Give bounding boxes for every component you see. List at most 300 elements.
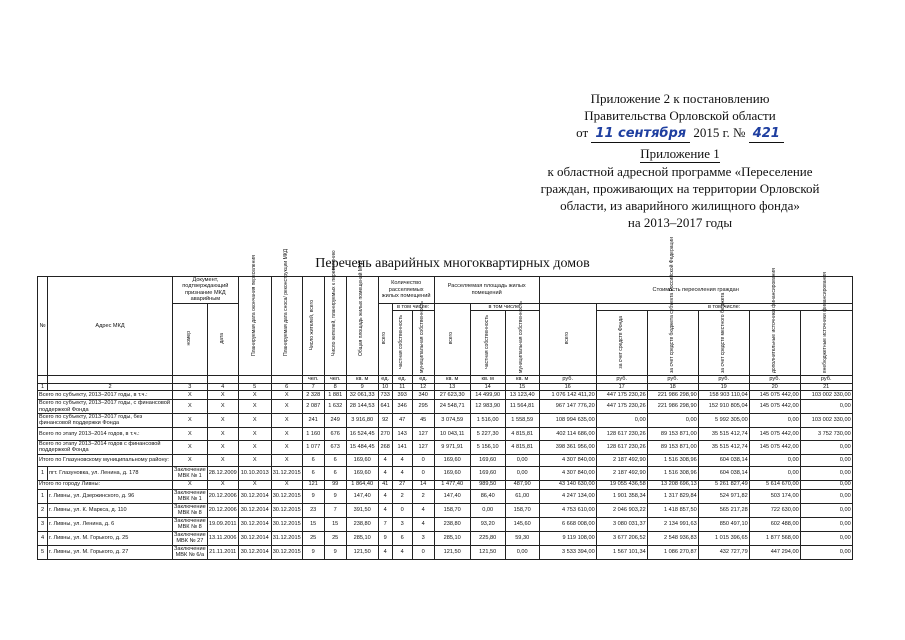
row-label: Итого по Глазуновскому муниципальному району: [38, 454, 173, 466]
row-value: 447 175 230,26 [596, 400, 647, 414]
row-number: 1 [38, 489, 48, 503]
row-value: 16 524,45 [346, 427, 378, 440]
row-value: X [271, 440, 302, 454]
row-value: 30.12.2015 [271, 489, 302, 503]
row-number: 5 [38, 545, 48, 559]
row-value: 0 [412, 545, 434, 559]
row-value: 1 160 [302, 427, 324, 440]
header-cost: Стоимость переселения граждан [539, 277, 852, 304]
program-line-3: области, из аварийного жилищного фонда» [560, 198, 800, 213]
header-cost-all: всего [563, 332, 570, 345]
row-value: 43 140 630,00 [539, 480, 596, 489]
row-value: 3 [412, 531, 434, 545]
row-value: 9 119 108,00 [539, 531, 596, 545]
row-value: 4 [392, 466, 412, 480]
row-value: 6 [324, 466, 346, 480]
column-number-row-cell: 3 [173, 383, 208, 390]
date-prefix: от [576, 125, 589, 140]
row-value: 3 916,80 [346, 414, 378, 428]
header-residents: Число жителей, всего [309, 299, 316, 351]
row-value: 7 [378, 517, 392, 531]
date-line [520, 124, 840, 143]
row-label: Всего по этапу 2013–2014 годов, в т.ч.: [38, 427, 173, 440]
row-value: 145 075 442,00 [749, 440, 800, 454]
row-address: г. Ливны, ул. М. Горького, д. 25 [48, 531, 173, 545]
row-number: 1 [38, 466, 48, 480]
units-row-cell [38, 376, 48, 383]
row-value: 0 [392, 503, 412, 517]
row-value: 1 567 101,34 [596, 545, 647, 559]
units-row-cell: руб. [800, 376, 852, 383]
row-value: 4 753 610,00 [539, 503, 596, 517]
row-address: г. Ливны, ул. Ленина, д. 6 [48, 517, 173, 531]
row-value: 141 [392, 440, 412, 454]
row-value: 0,00 [596, 414, 647, 428]
row-value: 1 077 [302, 440, 324, 454]
column-number-row-cell: 11 [392, 383, 412, 390]
row-value: 3 080 031,37 [596, 517, 647, 531]
row-value: 12 983,90 [470, 400, 505, 414]
row-value: X [173, 391, 208, 400]
units-row-cell: кв. м [346, 376, 378, 383]
row-value: 30.12.2014 [238, 517, 271, 531]
row-value: 11 564,81 [505, 400, 539, 414]
row-value: 2 [412, 489, 434, 503]
government-line: Правительства Орловской области [584, 108, 776, 123]
column-number-row-cell: 6 [271, 383, 302, 390]
row-value: X [271, 391, 302, 400]
row-value: 25 [302, 531, 324, 545]
header-area-private: частная собственность [483, 315, 490, 369]
row-value: 850 497,10 [698, 517, 749, 531]
column-number-row-cell: 4 [207, 383, 238, 390]
row-value: 967 147 776,20 [539, 400, 596, 414]
row-number: 2 [38, 503, 48, 517]
row-value: 238,80 [434, 517, 470, 531]
row-value: X [238, 440, 271, 454]
row-value: X [207, 391, 238, 400]
row-value: 30.12.2014 [238, 503, 271, 517]
row-value: 23 [302, 503, 324, 517]
row-value: 249 [324, 414, 346, 428]
row-value: 722 630,00 [749, 503, 800, 517]
units-row-cell: ед. [378, 376, 392, 383]
row-value: 158 903 110,04 [698, 391, 749, 400]
row-value: 1 516,00 [470, 414, 505, 428]
row-value: 31.12.2015 [271, 531, 302, 545]
row-value: 127 [412, 427, 434, 440]
header-address: Адрес МКД [48, 277, 173, 376]
units-row-cell [207, 376, 238, 383]
row-value: 89 153 871,00 [647, 427, 698, 440]
row-value: 524 971,82 [698, 489, 749, 503]
row-value: Заключение МВК № 8 [174, 517, 206, 530]
page-title: Перечень аварийных многоквартирных домов [315, 256, 590, 271]
row-value: 145 075 442,00 [749, 400, 800, 414]
row-value: 41 [378, 480, 392, 489]
row-value: 35 515 412,74 [698, 427, 749, 440]
column-number-row-cell: 5 [238, 383, 271, 390]
row-value: 673 [324, 440, 346, 454]
row-value: 30.12.2015 [271, 517, 302, 531]
row-value: X [207, 414, 238, 428]
header-count-incl: в том числе: [392, 303, 434, 310]
program-line-1: к областной адресной программе «Переселение [547, 164, 813, 179]
column-number-row-cell: 1 [38, 383, 48, 390]
row-value: 92 [378, 414, 392, 428]
row-value: 99 [324, 480, 346, 489]
header-count-private: частная собственность [398, 315, 405, 369]
row-value: X [207, 440, 238, 454]
row-value: 4 [412, 503, 434, 517]
row-label: Всего по этапу 2013–2014 годов с финансовой поддержкой Фонда [38, 440, 173, 454]
row-value: 989,50 [470, 480, 505, 489]
row-value: 4 [378, 545, 392, 559]
row-value: X [271, 414, 302, 428]
row-value: 21.11.2011 [207, 545, 238, 559]
table-row [38, 489, 853, 503]
row-value: 0,00 [800, 489, 852, 503]
row-value: 0,00 [800, 503, 852, 517]
units-row-cell: кв. м [505, 376, 539, 383]
row-value: 0,00 [800, 466, 852, 480]
row-value: Заключение МВК № 6/а [174, 545, 206, 558]
row-value: 4 815,81 [505, 440, 539, 454]
row-value: 35 515 412,74 [698, 440, 749, 454]
row-value: 0,00 [505, 545, 539, 559]
row-value: 169,60 [470, 466, 505, 480]
row-address: г. Ливны, ул. Дзержинского, д. 96 [48, 489, 173, 503]
row-value: 20.12.2006 [207, 489, 238, 503]
row-value: 9 971,91 [434, 440, 470, 454]
row-value: 59,30 [505, 531, 539, 545]
column-number-row-cell: 13 [434, 383, 470, 390]
row-value: 285,10 [434, 531, 470, 545]
table-row [38, 400, 853, 414]
row-value: 9 [324, 489, 346, 503]
row-value: 2 046 903,22 [596, 503, 647, 517]
row-value: 346 [392, 400, 412, 414]
row-value: 27 [392, 480, 412, 489]
row-value: 6 [302, 466, 324, 480]
header-cost-region: за счет средств бюджета субъекта Российской Федерации [668, 237, 675, 374]
header-residents-planned: Число жителей, планируемых к переселению [331, 250, 338, 357]
table-row [38, 531, 853, 545]
row-value: 103 002 330,00 [800, 414, 852, 428]
row-value: Заключение МВК № 27 [174, 531, 206, 544]
units-row-cell: ед. [392, 376, 412, 383]
row-value: 565 217,28 [698, 503, 749, 517]
row-value: 0,00 [505, 454, 539, 466]
row-value: 14 499,90 [470, 391, 505, 400]
row-value: 3 752 730,00 [800, 427, 852, 440]
row-value: 733 [378, 391, 392, 400]
row-value: X [173, 414, 208, 428]
row-value: X [238, 391, 271, 400]
row-value: 602 488,00 [749, 517, 800, 531]
row-value: 15 [324, 517, 346, 531]
row-value: 1 558,59 [505, 414, 539, 428]
row-value: 5 261 827,49 [698, 480, 749, 489]
row-value: 9 [378, 531, 392, 545]
column-number-row [38, 383, 853, 390]
program-line-2: граждан, проживающих на территории Орловской [540, 181, 820, 196]
units-row-cell: кв. м [470, 376, 505, 383]
row-value: 285,10 [346, 531, 378, 545]
row-label: Всего по субъекту, 2013–2017 годы, с финансовой поддержкой Фонда [38, 400, 173, 414]
row-value: 0,00 [470, 503, 505, 517]
header-count-all: всего [381, 332, 388, 345]
row-value: X [207, 454, 238, 466]
row-value: 4 307 840,00 [539, 454, 596, 466]
column-number-row-cell: 19 [698, 383, 749, 390]
row-value: 5 227,30 [470, 427, 505, 440]
column-number-row-cell: 14 [470, 383, 505, 390]
row-value: 402 114 686,00 [539, 427, 596, 440]
row-label: Всего по субъекту, 2013–2017 годы, без финансовой поддержки Фонда [38, 414, 173, 428]
row-value: 143 [392, 427, 412, 440]
row-value: X [173, 427, 208, 440]
row-value: 6 [302, 454, 324, 466]
row-value: 61,00 [505, 489, 539, 503]
row-value: 2 187 492,90 [596, 454, 647, 466]
row-number: 3 [38, 517, 48, 531]
appendix2-line: Приложение 2 к постановлению [590, 91, 770, 106]
header-plan-date: Планируемая дата окончания переселения [250, 255, 257, 357]
row-label: Всего по субъекту, 2013–2017 годы, в т.ч.: [38, 391, 173, 400]
row-value: 158,70 [434, 503, 470, 517]
row-value: 145 075 442,00 [749, 391, 800, 400]
row-value: 3 677 206,52 [596, 531, 647, 545]
row-value: 3 533 394,00 [539, 545, 596, 559]
row-value: 4 [378, 489, 392, 503]
row-value: 152 910 805,04 [698, 400, 749, 414]
header-cost-extra: дополнительные источники финансирования [770, 268, 777, 374]
row-value: 145,60 [505, 517, 539, 531]
row-value: 121,50 [434, 545, 470, 559]
row-value: 2 328 [302, 391, 324, 400]
header-document: Документ, подтверждающий признание МКД аварийным [173, 277, 239, 304]
units-row-cell [238, 376, 271, 383]
date-year: 2015 г. № [693, 125, 746, 140]
row-value: 45 [412, 414, 434, 428]
header-count: Количество расселяемых жилых помещений [378, 277, 434, 304]
column-number-row-cell: 18 [647, 383, 698, 390]
table-row [38, 466, 853, 480]
row-value: 169,60 [346, 466, 378, 480]
header-area-municipal: муниципальная собственность [518, 301, 525, 374]
row-value: 103 002 330,00 [800, 391, 852, 400]
header-doc-date: дата [218, 333, 225, 344]
table-row [38, 414, 853, 428]
row-value: X [207, 480, 238, 489]
header-cost-nonbudget: внебюджетные источники финансирования [822, 272, 829, 374]
row-address: г. Ливны, ул. М. Горького, д. 27 [48, 545, 173, 559]
row-value: 30.12.2015 [271, 545, 302, 559]
row-value: X [238, 400, 271, 414]
row-value: 238,80 [346, 517, 378, 531]
column-number-row-cell: 21 [800, 383, 852, 390]
row-value: 393 [392, 391, 412, 400]
row-value: X [238, 480, 271, 489]
units-row-cell: ед. [412, 376, 434, 383]
row-value: 13.11.2006 [207, 531, 238, 545]
row-value: 2 134 991,63 [647, 517, 698, 531]
row-value: 221 986 298,90 [647, 391, 698, 400]
row-value: X [173, 480, 208, 489]
row-value: 30.12.2015 [271, 503, 302, 517]
table-row [38, 427, 853, 440]
row-value: 15 [302, 517, 324, 531]
row-value: 5 992 305,00 [698, 414, 749, 428]
row-value: 0,00 [800, 400, 852, 414]
row-value: 503 174,00 [749, 489, 800, 503]
header-demolition-date: Планируемая дата сноса/ реконструкции МКД [282, 248, 289, 357]
row-value: 1 901 358,34 [596, 489, 647, 503]
row-value: 0 [412, 466, 434, 480]
row-value: 127 [412, 440, 434, 454]
row-value: 241 [302, 414, 324, 428]
column-number-row-cell: 17 [596, 383, 647, 390]
row-value: 145 075 442,00 [749, 427, 800, 440]
table-row [38, 480, 853, 489]
row-value: 1 477,40 [434, 480, 470, 489]
units-row-cell: руб. [698, 376, 749, 383]
row-value: 7 [324, 503, 346, 517]
column-number-row-cell: 16 [539, 383, 596, 390]
row-value: 0,00 [800, 517, 852, 531]
row-value: 295 [412, 400, 434, 414]
row-value: 30.12.2014 [238, 531, 271, 545]
row-value: 30.12.2014 [238, 545, 271, 559]
row-value: 270 [378, 427, 392, 440]
row-value: X [271, 427, 302, 440]
row-value: 4 [378, 503, 392, 517]
handwritten-date: 11 сентября [591, 125, 690, 143]
row-value: 1 086 270,87 [647, 545, 698, 559]
header-cost-local: за счет средств местного бюджета [719, 292, 726, 374]
row-value: X [173, 440, 208, 454]
column-number-row-cell: 8 [324, 383, 346, 390]
row-value: 0,00 [800, 454, 852, 466]
row-value: 25 [324, 531, 346, 545]
row-value: 641 [378, 400, 392, 414]
row-value: X [207, 427, 238, 440]
header-area: Расселяемая площадь жилых помещений [434, 277, 539, 304]
row-value: 147,40 [346, 489, 378, 503]
row-value: 4 [412, 517, 434, 531]
row-value: 0,00 [800, 440, 852, 454]
row-value: 10 043,11 [434, 427, 470, 440]
row-value: 2 548 936,83 [647, 531, 698, 545]
header-cost-fund: за счет средств Фонда [617, 315, 624, 369]
row-value: 432 727,79 [698, 545, 749, 559]
units-row-cell [173, 376, 208, 383]
row-value: 340 [412, 391, 434, 400]
header-area-incl: в том числе: [470, 303, 539, 310]
row-value: 398 361 956,00 [539, 440, 596, 454]
column-number-row-cell: 12 [412, 383, 434, 390]
row-value: X [238, 414, 271, 428]
handwritten-number: 421 [749, 125, 784, 143]
column-number-row-cell: 9 [346, 383, 378, 390]
row-value: 14 [412, 480, 434, 489]
row-value: 0,00 [647, 414, 698, 428]
row-value: 2 187 492,90 [596, 466, 647, 480]
row-value: 0,00 [505, 466, 539, 480]
row-value: 4 [378, 454, 392, 466]
row-value: 30.12.2014 [238, 489, 271, 503]
row-value: 28.12.2009 [207, 466, 238, 480]
table-row [38, 517, 853, 531]
header-doc-number: номер [186, 331, 193, 346]
row-value: 1 516 308,96 [647, 466, 698, 480]
table-row [38, 545, 853, 559]
row-value: 93,20 [470, 517, 505, 531]
row-value: 13 208 696,13 [647, 480, 698, 489]
row-number: 4 [38, 531, 48, 545]
row-value: 86,40 [470, 489, 505, 503]
row-value: 391,50 [346, 503, 378, 517]
row-value: 487,90 [505, 480, 539, 489]
row-value: 4 815,81 [505, 427, 539, 440]
row-value: 4 [378, 466, 392, 480]
row-value: 19 055 436,58 [596, 480, 647, 489]
row-value: 0,00 [800, 480, 852, 489]
row-value: 1 877 568,00 [749, 531, 800, 545]
row-value: 1 516 308,96 [647, 454, 698, 466]
row-value: 447 294,00 [749, 545, 800, 559]
row-value: Заключение МВК № 1 [174, 466, 206, 480]
header-number: № [38, 277, 48, 376]
row-value: 15 484,45 [346, 440, 378, 454]
column-number-row-cell: 2 [48, 383, 173, 390]
row-value: 121 [302, 480, 324, 489]
row-value: X [173, 454, 208, 466]
units-row-cell: чел. [302, 376, 324, 383]
row-value: 28 144,53 [346, 400, 378, 414]
units-row-cell: руб. [749, 376, 800, 383]
row-value: 4 307 840,00 [539, 466, 596, 480]
header-total-area: Общая площадь жилых помещений МКД [358, 260, 365, 357]
table-row [38, 391, 853, 400]
appendix1-line: Приложение 1 [640, 146, 720, 161]
row-value: 0,00 [749, 454, 800, 466]
row-value: X [238, 427, 271, 440]
units-row-cell: кв. м [434, 376, 470, 383]
row-value: X [271, 454, 302, 466]
row-value: 2 087 [302, 400, 324, 414]
row-value: 604 038,14 [698, 454, 749, 466]
row-value: 20.12.2006 [207, 503, 238, 517]
row-value: 13 123,40 [505, 391, 539, 400]
units-row [38, 376, 853, 383]
row-value: 6 [392, 531, 412, 545]
units-row-cell: руб. [647, 376, 698, 383]
row-value: 31.12.2015 [271, 466, 302, 480]
row-value: 147,40 [434, 489, 470, 503]
row-value: 2 [392, 489, 412, 503]
row-value: 1 864,40 [346, 480, 378, 489]
row-value: 4 247 134,00 [539, 489, 596, 503]
units-row-cell [48, 376, 173, 383]
row-value: X [238, 454, 271, 466]
row-value: 32 061,33 [346, 391, 378, 400]
header-area-all: всего [448, 332, 455, 345]
row-value: 6 [324, 454, 346, 466]
row-value: 19.09.2011 [207, 517, 238, 531]
row-value: X [173, 400, 208, 414]
